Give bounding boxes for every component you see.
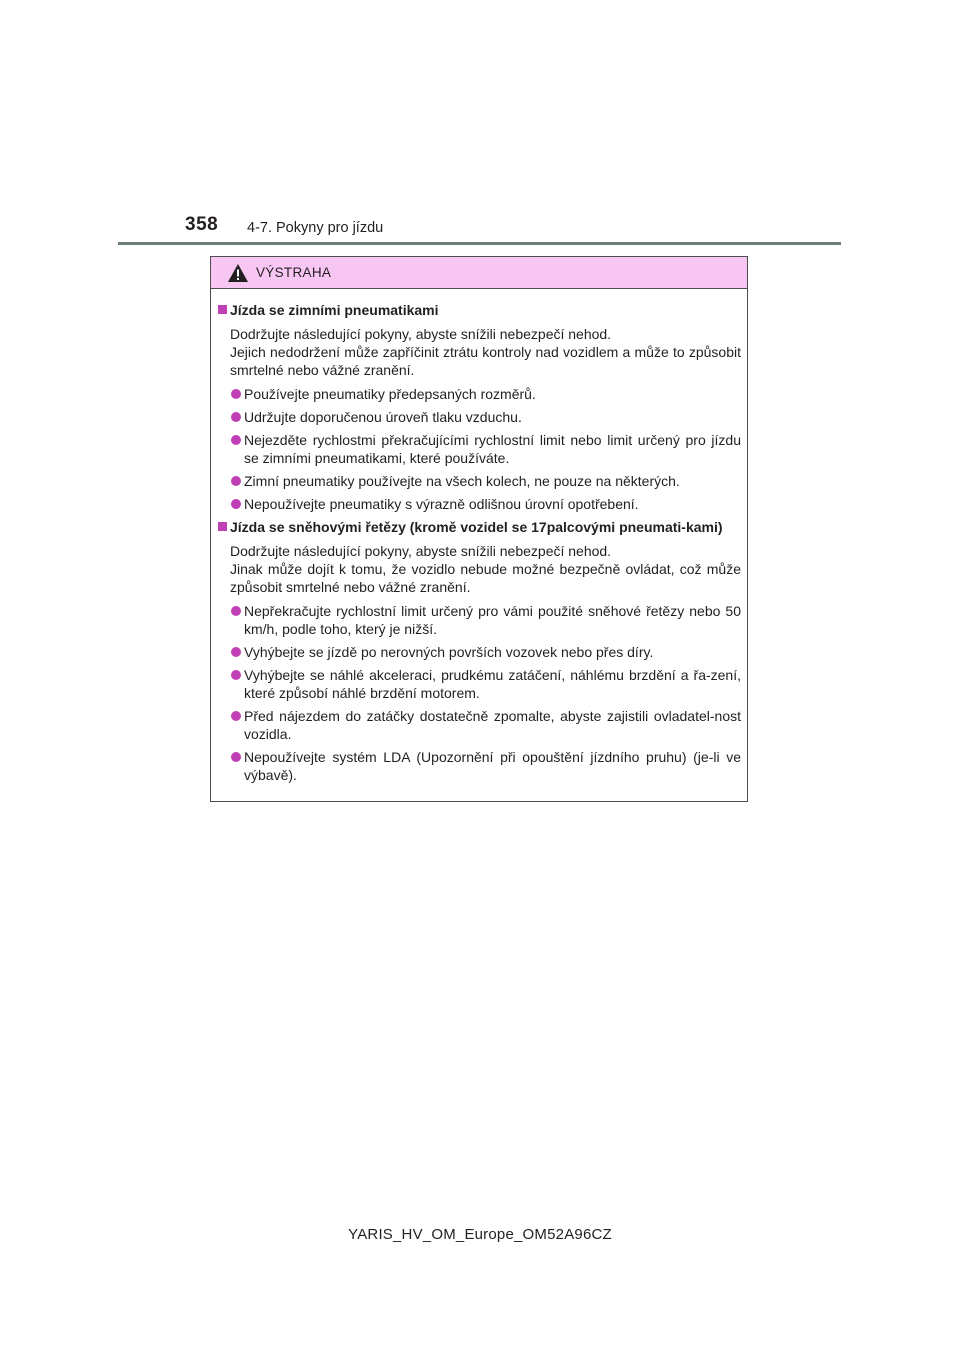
list-item: Nepoužívejte systém LDA (Upozornění při opouštění jízdního pruhu) (je-li ve výbavě). bbox=[218, 748, 741, 784]
warning-triangle-icon bbox=[227, 263, 249, 283]
section-intro: Dodržujte následující pokyny, abyste snížili nebezpečí nehod. Jejich nedodržení může zapříčinit ztrátu kontroly nad vozidlem a může to způsobit smrtelné nebo vážné zranění. bbox=[230, 326, 741, 378]
square-bullet-icon bbox=[218, 522, 227, 531]
section-intro: Dodržujte následující pokyny, abyste snížili nebezpečí nehod. Jinak může dojít k tomu, že vozidlo nebude možné bezpečně ovládat, což může způsobit smrtelné nebo vážné zranění. bbox=[230, 543, 741, 595]
round-bullet-icon bbox=[231, 412, 241, 422]
list-item: Nejezděte rychlostmi překračujícími rychlostní limit nebo limit určený pro jízdu se zimními pneumatikami, které používáte. bbox=[218, 431, 741, 467]
round-bullet-icon bbox=[231, 606, 241, 616]
round-bullet-icon bbox=[231, 476, 241, 486]
document-code: YARIS_HV_OM_Europe_OM52A96CZ bbox=[348, 1226, 612, 1243]
warning-box bbox=[210, 256, 748, 802]
section-title: 4-7. Pokyny pro jízdu bbox=[247, 220, 384, 236]
round-bullet-icon bbox=[231, 711, 241, 721]
list-item: Zimní pneumatiky používejte na všech kolech, ne pouze na některých. bbox=[218, 472, 741, 490]
warning-body bbox=[211, 289, 747, 784]
section-heading: Jízda se zimními pneumatikami bbox=[218, 301, 741, 319]
list-item: Před nájezdem do zatáčky dostatečně zpomalte, abyste zajistili ovladatel-nost vozidla. bbox=[218, 707, 741, 743]
round-bullet-icon bbox=[231, 670, 241, 680]
header-divider bbox=[118, 242, 841, 245]
section-winter-tires bbox=[218, 301, 741, 513]
round-bullet-icon bbox=[231, 647, 241, 657]
section-snow-chains bbox=[218, 518, 741, 784]
list-item: Udržujte doporučenou úroveň tlaku vzduchu. bbox=[218, 408, 741, 426]
list-item: Vyhýbejte se jízdě po nerovných površích vozovek nebo přes díry. bbox=[218, 643, 741, 661]
round-bullet-icon bbox=[231, 752, 241, 762]
list-item: Nepřekračujte rychlostní limit určený pro vámi použité sněhové řetězy nebo 50 km/h, podle toho, který je nižší. bbox=[218, 602, 741, 638]
section-heading: Jízda se sněhovými řetězy (kromě vozidel se 17palcovými pneumati-kami) bbox=[218, 518, 741, 536]
page-number: 358 bbox=[185, 214, 219, 235]
round-bullet-icon bbox=[231, 389, 241, 399]
list-item: Používejte pneumatiky předepsaných rozměrů. bbox=[218, 385, 741, 403]
square-bullet-icon bbox=[218, 305, 227, 314]
round-bullet-icon bbox=[231, 435, 241, 445]
warning-header bbox=[211, 257, 747, 289]
list-item: Vyhýbejte se náhlé akceleraci, prudkému zatáčení, náhlému brzdění a řa-zení, které způsobí náhlé brzdění motorem. bbox=[218, 666, 741, 702]
bullet-list bbox=[218, 602, 741, 784]
list-item: Nepoužívejte pneumatiky s výrazně odlišnou úrovní opotřebení. bbox=[218, 495, 741, 513]
warning-title: VÝSTRAHA bbox=[256, 265, 332, 280]
bullet-list bbox=[218, 385, 741, 513]
round-bullet-icon bbox=[231, 499, 241, 509]
